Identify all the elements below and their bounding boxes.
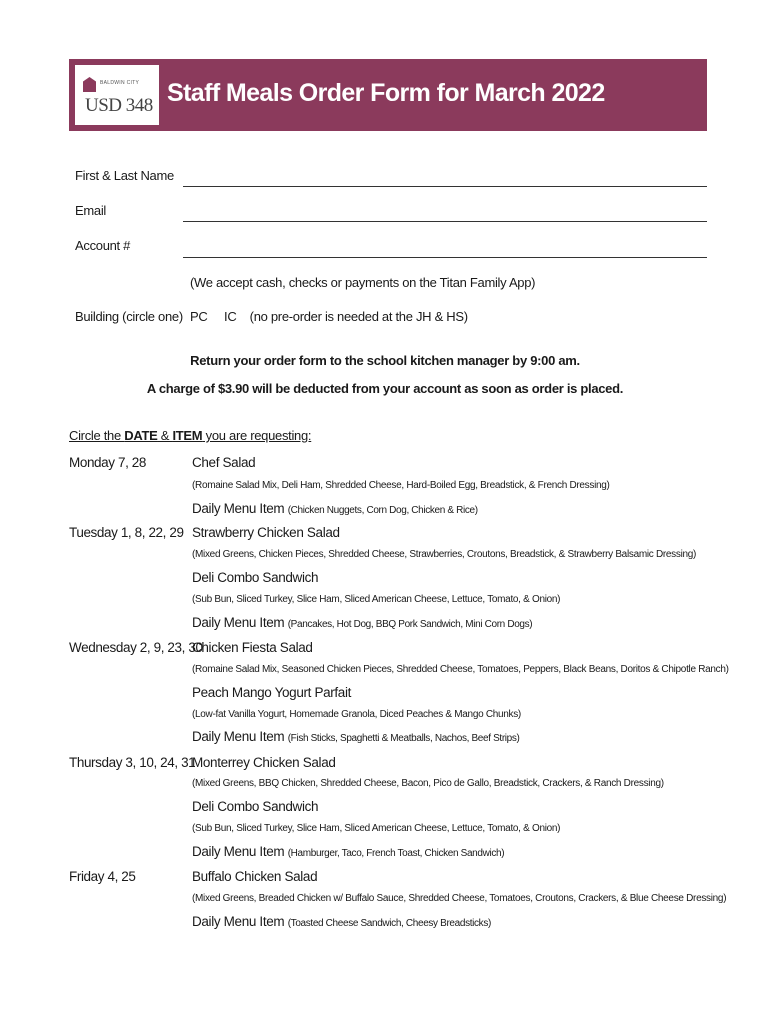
- desc-deli-combo-thursday: (Sub Bun, Sliced Turkey, Slice Ham, Sliced American Cheese, Lettuce, Tomato, & Onion): [192, 823, 561, 834]
- email-label: Email: [75, 203, 107, 218]
- instruction-item: ITEM: [172, 428, 203, 443]
- item-strawberry-chicken-salad[interactable]: Strawberry Chicken Salad: [192, 525, 340, 540]
- email-field[interactable]: [183, 221, 707, 222]
- desc-chef-salad: (Romaine Salad Mix, Deli Ham, Shredded Cheese, Hard-Boiled Egg, Breadstick, & French Dressing): [192, 480, 610, 491]
- item-daily-menu-monday[interactable]: [192, 501, 478, 516]
- item-name: Daily Menu Item: [192, 844, 285, 859]
- building-icon: [83, 77, 96, 92]
- item-buffalo-chicken-salad[interactable]: Buffalo Chicken Salad: [192, 869, 318, 884]
- building-options[interactable]: PC IC (no pre-order is needed at the JH & HS): [190, 309, 468, 324]
- item-monterrey-chicken-salad[interactable]: Monterrey Chicken Salad: [192, 755, 336, 770]
- payment-note: (We accept cash, checks or payments on the Titan Family App): [190, 275, 536, 290]
- day-thursday[interactable]: Thursday 3, 10, 24, 31: [69, 755, 196, 770]
- desc-deli-combo-tuesday: (Sub Bun, Sliced Turkey, Slice Ham, Sliced American Cheese, Lettuce, Tomato, & Onion): [192, 594, 561, 605]
- item-daily-menu-friday[interactable]: [192, 914, 491, 929]
- item-name: Daily Menu Item: [192, 914, 285, 929]
- item-inline-desc: (Chicken Nuggets, Corn Dog, Chicken & Rice): [287, 505, 478, 516]
- item-name: Daily Menu Item: [192, 501, 285, 516]
- desc-peach-mango-parfait: (Low-fat Vanilla Yogurt, Homemade Granola, Diced Peaches & Mango Chunks): [192, 709, 521, 720]
- instruction-amp: &: [157, 428, 173, 443]
- instruction-prefix: Circle the: [69, 428, 125, 443]
- desc-chicken-fiesta-salad: (Romaine Salad Mix, Seasoned Chicken Pieces, Shredded Cheese, Tomatoes, Peppers, Black Beans, Doritos & Chipotle Ranch): [192, 664, 729, 675]
- item-chef-salad[interactable]: Chef Salad: [192, 455, 256, 470]
- name-label: First & Last Name: [75, 168, 174, 183]
- building-label: Building (circle one): [75, 309, 183, 324]
- logo-main-text: USD 348: [85, 95, 153, 116]
- item-chicken-fiesta-salad[interactable]: Chicken Fiesta Salad: [192, 640, 313, 655]
- day-friday[interactable]: Friday 4, 25: [69, 869, 136, 884]
- instruction-suffix: you are requesting:: [202, 428, 312, 443]
- desc-buffalo-chicken-salad: (Mixed Greens, Breaded Chicken w/ Buffalo Sauce, Shredded Cheese, Tomatoes, Croutons, Crackers, & Blue Cheese Dressing): [192, 893, 727, 904]
- notice-charge: A charge of $3.90 will be deducted from your account as soon as order is placed.: [146, 381, 624, 396]
- day-tuesday[interactable]: Tuesday 1, 8, 22, 29: [69, 525, 184, 540]
- item-peach-mango-parfait[interactable]: Peach Mango Yogurt Parfait: [192, 685, 352, 700]
- item-inline-desc: (Toasted Cheese Sandwich, Cheesy Breadsticks): [287, 918, 491, 929]
- item-inline-desc: (Fish Sticks, Spaghetti & Meatballs, Nachos, Beef Strips): [287, 733, 520, 744]
- instruction-text: [69, 428, 311, 443]
- account-field[interactable]: [183, 257, 707, 258]
- desc-monterrey-chicken-salad: (Mixed Greens, BBQ Chicken, Shredded Cheese, Bacon, Pico de Gallo, Breadstick, Crackers, & Ranch Dressing): [192, 778, 664, 789]
- day-monday[interactable]: Monday 7, 28: [69, 455, 147, 470]
- item-deli-combo-tuesday[interactable]: Deli Combo Sandwich: [192, 570, 319, 585]
- day-wednesday[interactable]: Wednesday 2, 9, 23, 30: [69, 640, 203, 655]
- item-inline-desc: (Hamburger, Taco, French Toast, Chicken Sandwich): [287, 848, 505, 859]
- instruction-date: DATE: [124, 428, 158, 443]
- notice-return: Return your order form to the school kitchen manager by 9:00 am.: [190, 353, 580, 368]
- item-deli-combo-thursday[interactable]: Deli Combo Sandwich: [192, 799, 319, 814]
- logo-top-text: BALDWIN CITY: [100, 80, 140, 86]
- item-name: Daily Menu Item: [192, 729, 285, 744]
- district-logo: [75, 65, 159, 125]
- page-title: Staff Meals Order Form for March 2022: [167, 79, 605, 107]
- item-name: Daily Menu Item: [192, 615, 285, 630]
- item-daily-menu-wednesday[interactable]: [192, 729, 520, 744]
- header-banner: [69, 59, 707, 131]
- item-daily-menu-tuesday[interactable]: [192, 615, 532, 630]
- item-inline-desc: (Pancakes, Hot Dog, BBQ Pork Sandwich, Mini Corn Dogs): [287, 619, 533, 630]
- name-field[interactable]: [183, 186, 707, 187]
- item-daily-menu-thursday[interactable]: [192, 844, 504, 859]
- desc-strawberry-chicken-salad: (Mixed Greens, Chicken Pieces, Shredded Cheese, Strawberries, Croutons, Breadstick, & Strawberry Balsamic Dressing): [192, 549, 697, 560]
- account-label: Account #: [75, 238, 131, 253]
